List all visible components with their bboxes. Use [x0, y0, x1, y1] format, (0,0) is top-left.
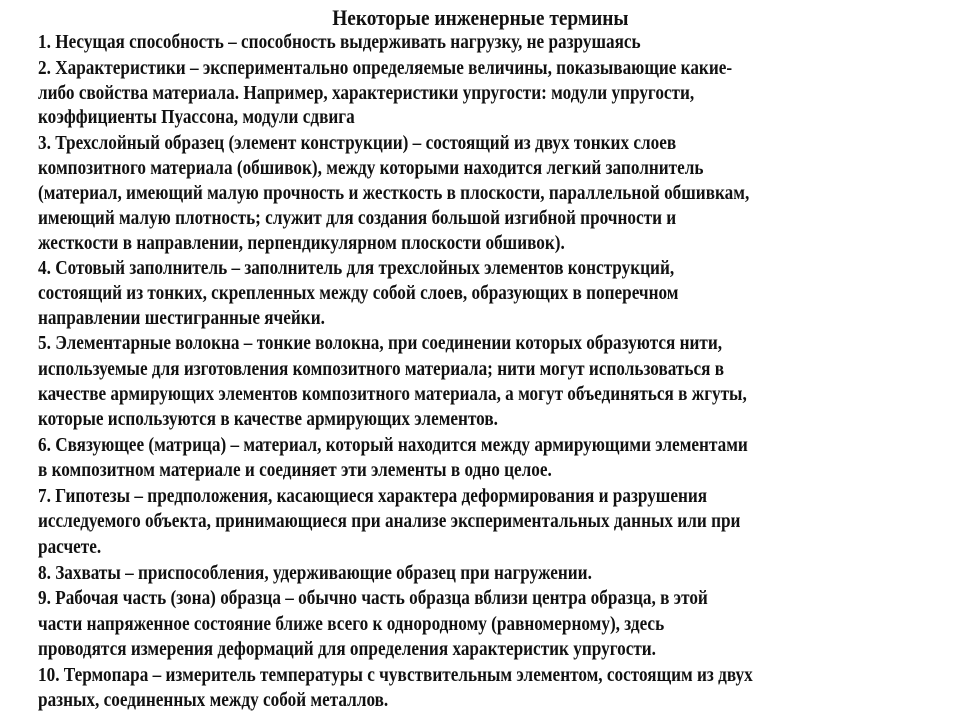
term-3-line-4: имеющий малую плотность; служит для создания большой изгибной прочности и [38, 207, 677, 229]
term-10-line-2: разных, соединенных между собой металлов. [38, 689, 389, 711]
term-5-line-1: 5. Элементарные волокна – тонкие волокна, при соединении которых образуются нити, [38, 332, 723, 354]
term-5-line-3: качестве армирующих элементов композитного материала, а могут объединяться в жгуты, [38, 383, 747, 405]
term-1-line-1: 1. Несущая способность – способность выдерживать нагрузку, не разрушаясь [38, 31, 641, 53]
term-9-line-3: проводятся измерения деформаций для определения характеристик упругости. [38, 638, 656, 660]
term-7-line-3: расчете. [38, 536, 102, 558]
term-7-line-2: исследуемого объекта, принимающиеся при анализе экспериментальных данных или при [38, 510, 741, 532]
page-title [0, 6, 960, 30]
term-2-line-1: 2. Характеристики – экспериментально определяемые величины, показывающие какие- [38, 57, 733, 79]
term-5-line-4: которые используются в качестве армирующих элементов. [38, 408, 498, 430]
term-3-line-2: композитного материала (обшивок), между которыми находится легкий заполнитель [38, 157, 704, 179]
term-6-line-1: 6. Связующее (матрица) – материал, который находится между армирующими элементами [38, 434, 748, 456]
term-3-line-1: 3. Трехслойный образец (элемент конструкции) – состоящий из двух тонких слоев [38, 132, 677, 154]
page-title-text: Некоторые инженерные термины [331, 5, 629, 30]
term-4-line-3: направлении шестигранные ячейки. [38, 307, 325, 329]
term-9-line-1: 9. Рабочая часть (зона) образца – обычно часть образца вблизи центра образца, в этой [38, 587, 708, 609]
term-5-line-2: используемые для изготовления композитного материала; нити могут использоваться в [38, 358, 724, 380]
term-3-line-5: жесткости в направлении, перпендикулярном плоскости обшивок). [38, 232, 565, 254]
term-6-line-2: в композитном материале и соединяет эти элементы в одно целое. [38, 459, 552, 481]
term-9-line-2: части напряженное состояние ближе всего к однородному (равномерному), здесь [38, 613, 665, 635]
term-2-line-2: либо свойства материала. Например, характеристики упругости: модули упругости, [38, 82, 695, 104]
term-2-line-3: коэффициенты Пуассона, модули сдвига [38, 106, 355, 128]
term-4-line-1: 4. Сотовый заполнитель – заполнитель для трехслойных элементов конструкций, [38, 257, 675, 279]
term-4-line-2: состоящий из тонких, скрепленных между собой слоев, образующих в поперечном [38, 282, 679, 304]
term-8-line-1: 8. Захваты – приспособления, удерживающие образец при нагружении. [38, 562, 592, 584]
term-3-line-3: (материал, имеющий малую прочность и жесткость в плоскости, параллельной обшивкам, [38, 182, 750, 204]
term-10-line-1: 10. Термопара – измеритель температуры с чувствительным элементом, состоящим из двух [38, 664, 753, 686]
term-7-line-1: 7. Гипотезы – предположения, касающиеся характера деформирования и разрушения [38, 485, 708, 507]
